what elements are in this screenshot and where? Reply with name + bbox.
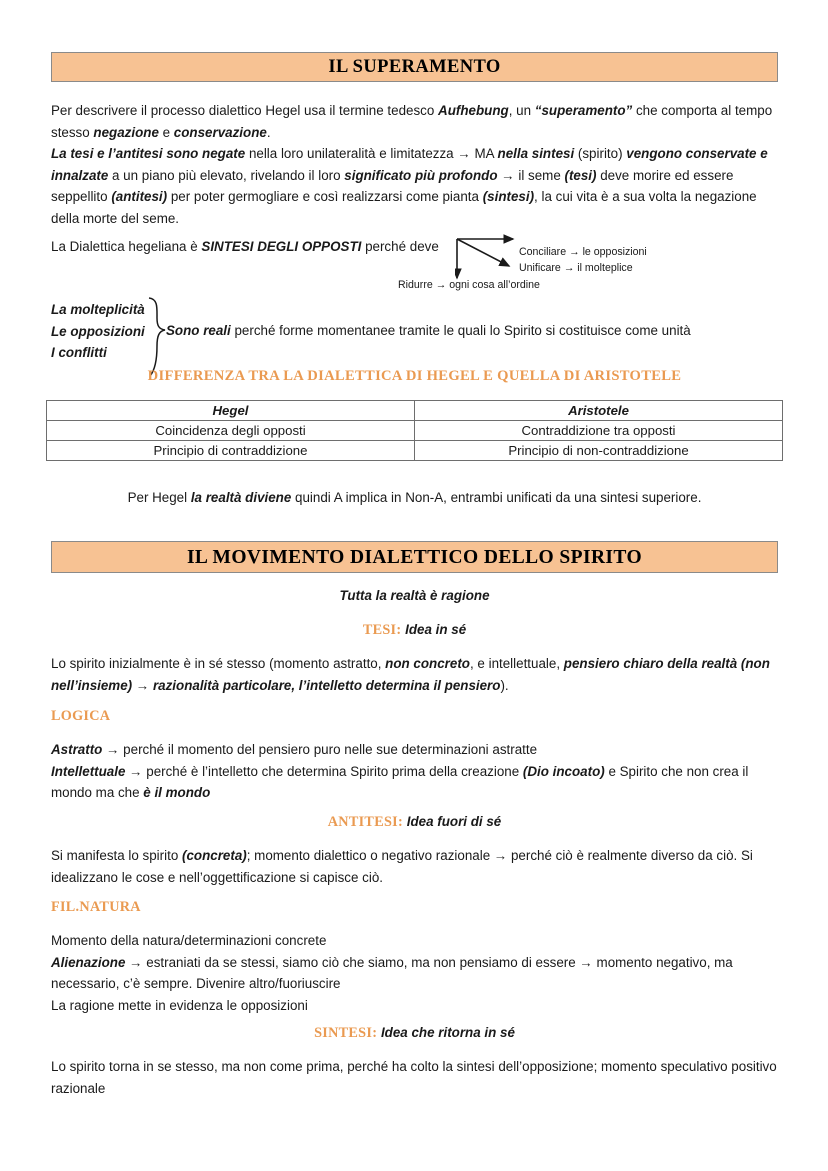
intro-text-11: per poter germogliare e così realizzarsi come pianta bbox=[167, 189, 483, 204]
table-cell-aristotele-0: Contraddizione tra opposti bbox=[415, 421, 783, 441]
dialettica-lead: La Dialettica hegeliana è bbox=[51, 239, 202, 254]
dialettica-tail: perché deve bbox=[361, 239, 439, 254]
intro-text-8: a un piano più elevato, rivelando il loro bbox=[108, 167, 345, 183]
term-superamento: “superamento” bbox=[534, 103, 633, 118]
antitesi-value: Idea fuori di sé bbox=[406, 814, 502, 829]
table-cell-aristotele-1: Principio di non-contraddizione bbox=[415, 441, 783, 461]
filnatura-line-2: → estraniati da se stessi, siamo ciò che siamo, ma non pensiamo di essere → momento negativo, ma necessario, c’è sempre. Divenire altro/fuoriuscire bbox=[51, 954, 733, 991]
term-aufhebung: Aufhebung bbox=[438, 103, 509, 118]
antitesi-body-text-1: Si manifesta lo spirito bbox=[51, 848, 182, 863]
intro-text-10: deve morire ed essere seppellito bbox=[51, 167, 734, 204]
table-row bbox=[47, 421, 783, 441]
antitesi-body-text-2: ; momento dialettico o negativo razionale → perché ciò è realmente diverso da ciò. Si idealizzano le cose e nell’oggettificazione si capisce ciò. bbox=[51, 848, 753, 885]
intro-text-7: (spirito) bbox=[574, 146, 627, 161]
filnatura-line-1: Momento della natura/determinazioni concrete bbox=[51, 933, 327, 948]
antitesi-heading-line bbox=[51, 814, 778, 831]
logica-intellettuale-text-2: e Spirito che non crea il mondo ma che bbox=[51, 763, 749, 800]
table-cell-hegel-1: Principio di contraddizione bbox=[47, 441, 415, 461]
annotation-ridurre: Ridurre → ogni cosa all’ordine bbox=[398, 279, 540, 291]
sintesi-body-paragraph bbox=[51, 1056, 779, 1099]
per-hegel-text-1: Per Hegel bbox=[127, 490, 191, 505]
brace-body-text: perché forme momentanee tramite le quali lo Spirito si costituisce come unità bbox=[230, 323, 691, 338]
brace-description bbox=[166, 320, 781, 342]
dialettica-sintesi-opposti: SINTESI DEGLI OPPOSTI bbox=[201, 239, 362, 254]
intro-text-4: e bbox=[158, 124, 174, 140]
tesi-heading-line bbox=[51, 622, 778, 639]
logica-e-il-mondo: è il mondo bbox=[143, 785, 211, 800]
annotation-conciliare: Conciliare → le opposizioni bbox=[519, 246, 647, 258]
intro-text-12: , la cui vita è a sua volta la negazione della morte del seme. bbox=[51, 189, 757, 226]
logica-body-paragraph bbox=[51, 739, 779, 804]
intro-text-1: Per descrivere il processo dialettico Hegel usa il termine tedesco bbox=[51, 103, 439, 118]
dialettica-paragraph bbox=[51, 236, 471, 258]
intro-text-3: che comporta al tempo stesso bbox=[51, 103, 773, 140]
intro-tesi-antitesi: La tesi e l’antitesi sono negate bbox=[51, 146, 246, 161]
tutta-la-realta-line: Tutta la realtà è ragione bbox=[339, 588, 490, 603]
intro-tesi-paren: (tesi) bbox=[564, 167, 597, 183]
brace-item-1: Le opposizioni bbox=[51, 323, 145, 339]
heading-logica: LOGICA bbox=[51, 708, 111, 724]
tesi-body-text-3: ). bbox=[500, 677, 509, 693]
brace-item-0: La molteplicità bbox=[51, 302, 145, 317]
antitesi-concreta: (concreta) bbox=[181, 848, 247, 863]
filnatura-line-3: La ragione mette in evidenza le opposizioni bbox=[51, 997, 308, 1013]
antitesi-body-paragraph bbox=[51, 845, 779, 888]
heading-differenza: DIFFERENZA TRA LA DIALETTICA DI HEGEL E QUELLA DI ARISTOTELE bbox=[147, 368, 682, 384]
intro-antitesi-paren: (antitesi) bbox=[111, 189, 168, 204]
intro-text-6: nella loro unilateralità e limitatezza → MA bbox=[245, 146, 498, 161]
table-header-hegel: Hegel bbox=[47, 401, 415, 421]
sintesi-value: Idea che ritorna in sé bbox=[380, 1025, 515, 1040]
logica-intellettuale: Intellettuale bbox=[51, 763, 126, 779]
filnatura-body-paragraph bbox=[51, 930, 779, 1016]
sintesi-body-text: Lo spirito torna in se stesso, ma non come prima, perché ha colto la sintesi dell’opposizione; momento speculativo positivo razionale bbox=[51, 1059, 777, 1096]
section-banner-superamento: IL SUPERAMENTO bbox=[51, 52, 778, 82]
tesi-body-text-2: , e intellettuale, bbox=[469, 656, 564, 671]
logica-dio-incoato: (Dio incoato) bbox=[522, 763, 605, 779]
comparison-table bbox=[46, 400, 783, 461]
intro-text-5: . bbox=[266, 124, 271, 140]
tesi-label: TESI: bbox=[362, 622, 402, 638]
table-header-aristotele: Aristotele bbox=[415, 401, 783, 421]
tesi-value: Idea in sé bbox=[405, 622, 467, 637]
intro-conservate: vengono conservate e innalzate bbox=[51, 146, 768, 183]
filnatura-alienazione: Alienazione bbox=[51, 954, 126, 970]
table-cell-hegel-0: Coincidenza degli opposti bbox=[47, 421, 415, 441]
tesi-body-paragraph bbox=[51, 653, 779, 696]
intro-text-2: , un bbox=[508, 103, 535, 118]
intro-nella-sintesi: nella sintesi bbox=[497, 146, 575, 161]
sintesi-label: SINTESI: bbox=[314, 1025, 378, 1041]
arrow-diagonal-unificare bbox=[457, 239, 509, 266]
intro-text-9: → il seme bbox=[497, 167, 565, 183]
tesi-non-concreto: non concreto bbox=[385, 656, 470, 671]
section-banner-movimento: IL MOVIMENTO DIALETTICO DELLO SPIRITO bbox=[51, 541, 778, 573]
annotation-unificare: Unificare → il molteplice bbox=[519, 262, 633, 274]
table-header-row bbox=[47, 401, 783, 421]
table-row bbox=[47, 441, 783, 461]
heading-filnatura: FIL.NATURA bbox=[51, 899, 141, 915]
intro-paragraph bbox=[51, 100, 779, 229]
per-hegel-realta-diviene: la realtà diviene bbox=[190, 490, 292, 505]
intro-significato: significato più profondo bbox=[344, 167, 498, 183]
tesi-pensiero-chiaro: pensiero chiaro della realtà (non nell’insieme) → razionalità particolare, l’intelletto determina il pensiero bbox=[51, 656, 770, 693]
term-conservazione: conservazione bbox=[173, 124, 267, 140]
sintesi-heading-line bbox=[51, 1025, 778, 1042]
logica-intellettuale-text: → perché è l’intelletto che determina Spirito prima della creazione bbox=[125, 763, 523, 779]
term-negazione: negazione bbox=[93, 124, 159, 140]
antitesi-label: ANTITESI: bbox=[327, 814, 403, 830]
brace-item-2: I conflitti bbox=[51, 345, 107, 360]
logica-astratto-text: → perché il momento del pensiero puro nelle sue determinazioni astratte bbox=[102, 742, 538, 757]
per-hegel-line bbox=[51, 487, 778, 509]
per-hegel-text-2: quindi A implica in Non-A, entrambi unificati da una sintesi superiore. bbox=[291, 490, 702, 505]
brace-sono-reali: Sono reali bbox=[166, 323, 231, 338]
logica-astratto: Astratto bbox=[51, 742, 103, 757]
intro-sintesi-paren: (sintesi) bbox=[482, 189, 535, 204]
tesi-body-text-1: Lo spirito inizialmente è in sé stesso (momento astratto, bbox=[51, 656, 386, 671]
brace-item-list bbox=[51, 299, 145, 364]
